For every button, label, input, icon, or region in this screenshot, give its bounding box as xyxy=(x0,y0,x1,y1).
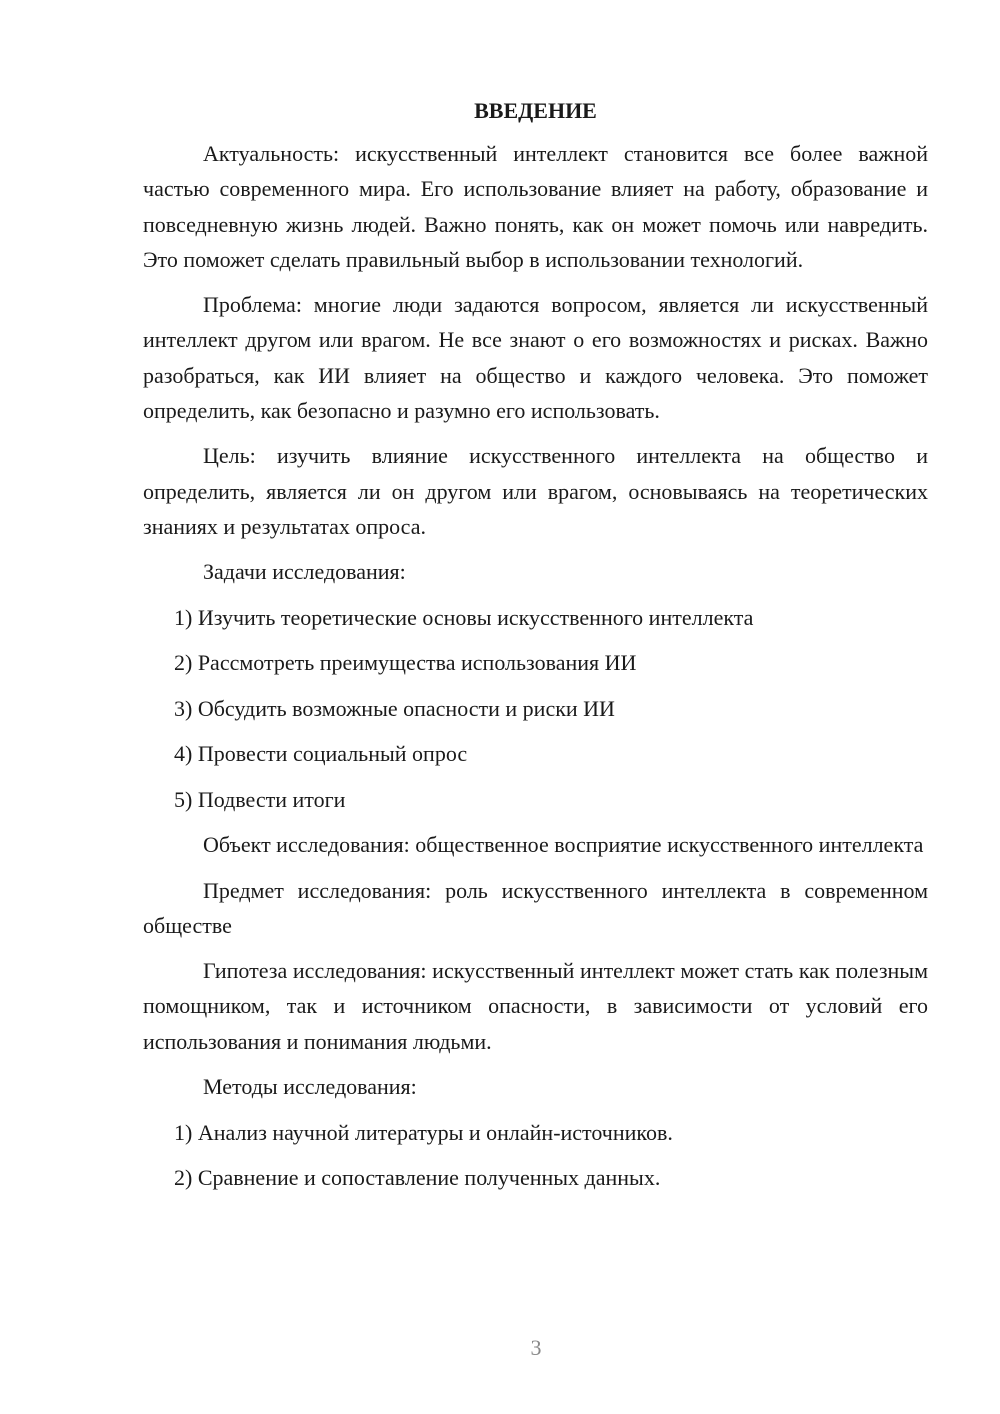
goal-paragraph: Цель: изучить влияние искусственного интеллекта на общество и определить, является ли он другом или врагом, основываясь на теоретических знаниях и результатах опроса. xyxy=(143,443,928,539)
list-item-method: 1) Анализ научной литературы и онлайн-источников. xyxy=(174,1119,673,1145)
object-paragraph: Объект исследования: общественное восприятие искусственного интеллекта xyxy=(203,832,924,858)
list-item-task: 3) Обсудить возможные опасности и риски ИИ xyxy=(174,695,615,721)
list-item-task: 4) Провести социальный опрос xyxy=(174,741,468,767)
methods-heading: Методы исследования: xyxy=(203,1074,417,1100)
page-content xyxy=(143,93,928,1206)
subject-paragraph: Предмет исследования: роль искусственного интеллекта в современном обществе xyxy=(143,877,928,938)
list-item-task: 1) Изучить теоретические основы искусственного интеллекта xyxy=(174,604,754,630)
list-item-method: 2) Сравнение и сопоставление полученных данных. xyxy=(174,1165,661,1191)
problem-paragraph: Проблема: многие люди задаются вопросом, является ли искусственный интеллект другом или врагом. Не все знают о его возможностях и рисках. Важно разобраться, как ИИ влияет на общество и каждого человека. Это поможет определить, как безопасно и разумно его использовать. xyxy=(143,292,928,424)
hypothesis-paragraph: Гипотеза исследования: искусственный интеллект может стать как полезным помощником, так и источником опасности, в зависимости от условий его использования и понимания людьми. xyxy=(143,958,928,1054)
page-number: 3 xyxy=(530,1335,542,1360)
list-item-task: 5) Подвести итоги xyxy=(174,786,346,812)
list-item-task: 2) Рассмотреть преимущества использования ИИ xyxy=(174,650,637,676)
tasks-heading: Задачи исследования: xyxy=(203,559,406,585)
relevance-paragraph: Актуальность: искусственный интеллект становится все более важной частью современного мира. Его использование влияет на работу, образование и повседневную жизнь людей. Важно понять, как он может помочь или навредить. Это поможет сделать правильный выбор в использовании технологий. xyxy=(143,141,928,272)
page-title: ВВЕДЕНИЕ xyxy=(474,98,597,123)
